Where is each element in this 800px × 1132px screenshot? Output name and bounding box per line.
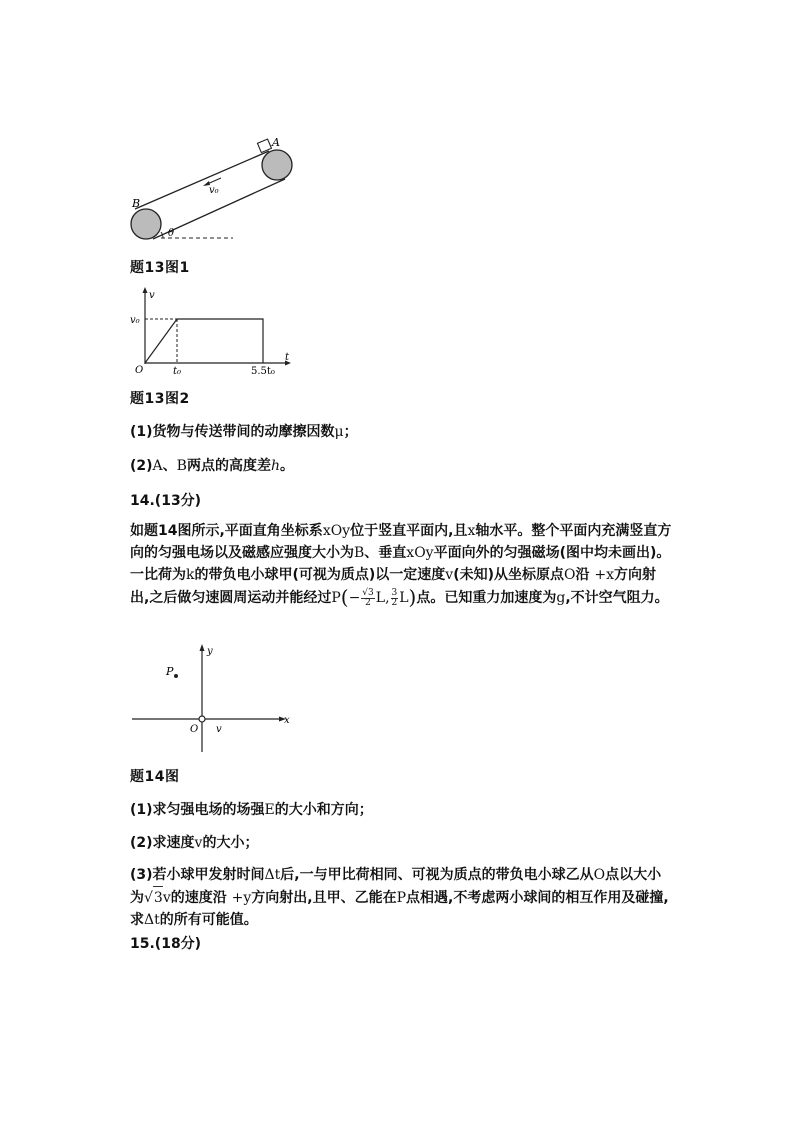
q15-heading: 15.(18分) <box>130 936 202 952</box>
pulley-a <box>262 150 292 180</box>
label-v: v <box>216 724 222 735</box>
y-axis-arrowhead <box>200 644 205 651</box>
belt-top-line <box>135 151 269 209</box>
label-a: A <box>272 136 280 149</box>
point-p-coords: P(− $\frac{√3}{2}$ L, $\frac{3}{2}$ L) <box>331 585 417 609</box>
v-axis-arrowhead <box>143 287 148 293</box>
coordinate-figure <box>130 640 295 755</box>
q14-stem: 如题14图所示,平面直角坐标系xOy位于竖直平面内,且x轴水平。整个平面内充满竖直方向的匀强电场以及磁感应强度大小为B、垂直xOy平面向外的匀强磁场(图中均未画出)。一比荷为k的带负电小球甲(可视为质点)以一定速度v(未知)从坐标原点O沿 +x方向射出,之后做匀速圆周运动并能经过P(− $\frac{√3}{2}$ L, $\frac{3}{2}$ L)点。已知重力加速度为g,不计空气阻力。 <box>130 523 672 609</box>
vt-graph-figure <box>130 284 300 376</box>
label-origin: O <box>135 365 144 376</box>
q14-part2: (2)求速度v的大小； <box>130 835 259 851</box>
velocity-curve <box>145 319 263 363</box>
label-theta: θ <box>168 228 175 239</box>
label-b: B <box>132 197 141 210</box>
label-v0: v₀ <box>209 185 219 196</box>
label-v-axis: v <box>149 290 155 301</box>
cargo-box <box>257 139 271 153</box>
label-y: y <box>207 646 213 657</box>
label-p: P <box>166 665 174 678</box>
origin-ball <box>199 716 205 722</box>
point-p-dot <box>174 674 178 678</box>
q14-heading: 14.(13分) <box>130 493 202 509</box>
label-tend-tick: 5.5t₀ <box>251 366 275 376</box>
label-x: x <box>284 715 290 726</box>
figure14-caption: 题14图 <box>130 769 180 785</box>
q13-part1: (1)货物与传送带间的动摩擦因数μ； <box>130 424 358 440</box>
pulley-b <box>131 209 161 239</box>
q13-part2: (2)A、B两点的高度差h。 <box>130 458 294 474</box>
conveyor-belt-figure <box>125 135 300 247</box>
q14-part1: (1)求匀强电场的场强E的大小和方向； <box>130 802 373 818</box>
figure1-caption: 题13图1 <box>130 260 190 276</box>
label-origin-o: O <box>190 724 199 735</box>
label-t0-tick: t₀ <box>173 366 182 376</box>
q14-part3: (3)若小球甲发射时间Δt后,一与甲比荷相同、可视为质点的带负电小球乙从O点以大小为√3v的速度沿 +y方向射出,且甲、乙能在P点相遇,不考虑两小球间的相互作用及碰撞,求Δt的所有可能值。 <box>130 867 669 928</box>
label-v0-tick: v₀ <box>130 315 140 326</box>
figure2-caption: 题13图2 <box>130 391 190 407</box>
label-t-axis: t <box>285 352 290 363</box>
